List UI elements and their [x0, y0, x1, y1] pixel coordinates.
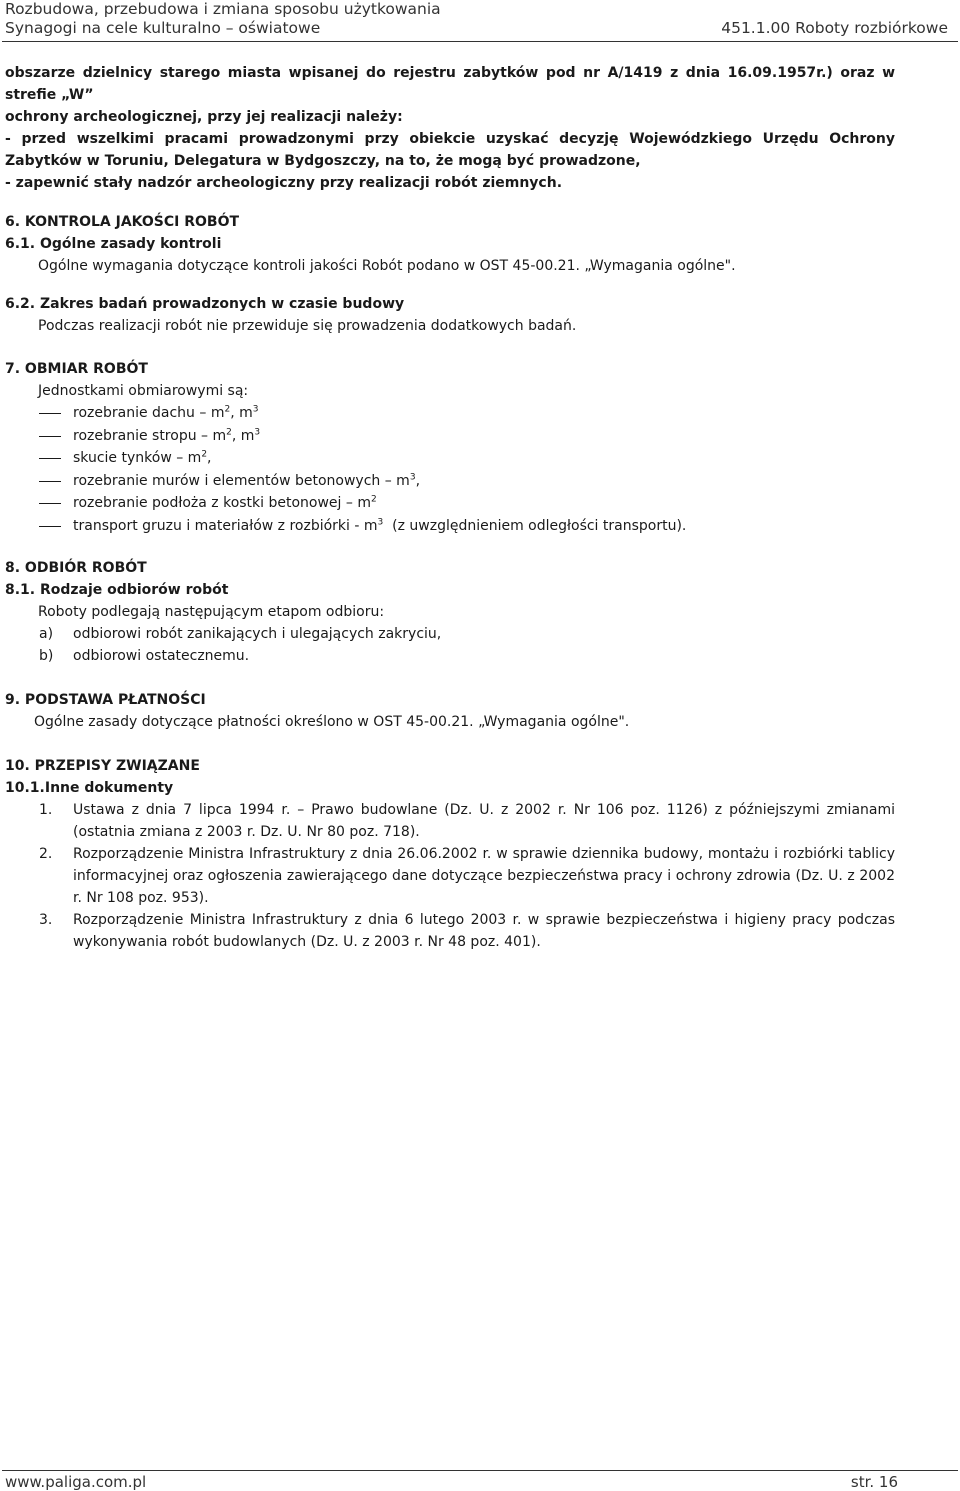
section-10-heading: 10. PRZEPISY ZWIĄZANE — [5, 758, 200, 774]
measurement-unit-item — [5, 425, 895, 448]
measurement-unit-item — [5, 402, 895, 425]
measurement-unit-text-cont: , m — [230, 405, 253, 421]
footer-divider — [2, 1470, 958, 1471]
document-body — [5, 62, 895, 953]
dash-bullet — [39, 481, 61, 482]
unit-exponent: 2 — [201, 449, 208, 460]
intro-line-4: - zapewnić stały nadzór archeologiczny przy realizacji robót ziemnych. — [5, 175, 563, 191]
section-9-heading: 9. PODSTAWA PŁATNOŚCI — [5, 692, 206, 708]
measurement-unit-text: skucie tynków – m — [73, 450, 202, 466]
page-header — [0, 0, 960, 42]
acceptance-stages-list — [5, 623, 895, 667]
related-document-text: Rozporządzenie Ministra Infrastruktury z dnia 26.06.2002 r. w sprawie dziennika budowy, montażu i rozbiórki tablicy informacyjnej oraz ogłoszenia zawierającego dane dotyczące bezpieczeństwa pracy i ochrony zdrowia (Dz. U. z 2002 r. Nr 108 poz. 953). — [73, 846, 895, 906]
acceptance-stage-item — [5, 645, 895, 667]
list-number: 3. — [39, 912, 53, 928]
section-8-heading: 8. ODBIÓR ROBÓT — [5, 560, 147, 576]
measurement-unit-item — [5, 447, 895, 470]
dash-bullet — [39, 503, 61, 504]
section-7-intro: Jednostkami obmiarowymi są: — [38, 383, 249, 399]
measurement-unit-text: rozebranie dachu – m — [73, 405, 225, 421]
section-9-text: Ogólne zasady dotyczące płatności określono w OST 45-00.21. „Wymagania ogólne". — [34, 714, 630, 730]
measurement-unit-item — [5, 515, 895, 538]
related-document-text: Ustawa z dnia 7 lipca 1994 r. – Prawo budowlane (Dz. U. z 2002 r. Nr 106 poz. 1126) z późniejszymi zmianami (ostatnia zmiana z 2003 r. Dz. U. Nr 80 poz. 718). — [73, 802, 895, 840]
intro-line-3: - przed wszelkimi pracami prowadzonymi przy obiekcie uzyskać decyzję Wojewódzkiego Urzędu Ochrony Zabytków w Toruniu, Delegatura w Bydgoszczy, na to, że mogą być prowadzone, — [5, 131, 895, 169]
measurement-unit-text-cont: , — [415, 472, 421, 489]
intro-line-1: obszarze dzielnicy starego miasta wpisanej do rejestru zabytków pod nr A/1419 z dnia 16.09.1957r.) oraz w strefie „W” — [5, 65, 895, 103]
dash-bullet — [39, 413, 61, 414]
header-project-subtitle: Synagogi na cele kulturalno – oświatowe — [5, 19, 321, 37]
list-label: a) — [39, 626, 54, 642]
unit-exponent: 3 — [409, 471, 416, 482]
page-footer — [0, 1470, 960, 1491]
section-10-1-heading: 10.1.Inne dokumenty — [5, 780, 174, 796]
acceptance-stage-text: odbiorowi robót zanikających i ulegających zakryciu, — [73, 626, 442, 642]
section-6-2-heading: 6.2. Zakres badań prowadzonych w czasie budowy — [5, 296, 405, 312]
related-documents-list — [5, 799, 895, 953]
section-6-2-text: Podczas realizacji robót nie przewiduje się prowadzenia dodatkowych badań. — [38, 318, 577, 334]
header-section-code: 451.1.00 Roboty rozbiórkowe — [721, 19, 948, 37]
related-document-text: Rozporządzenie Ministra Infrastruktury z dnia 6 lutego 2003 r. w sprawie bezpieczeństwa i higieny pracy podczas wykonywania robót budowlanych (Dz. U. z 2003 r. Nr 48 poz. 401). — [73, 912, 895, 950]
section-6-1-heading: 6.1. Ogólne zasady kontroli — [5, 236, 222, 252]
intro-line-2: ochrony archeologicznej, przy jej realizacji należy: — [5, 109, 403, 125]
unit-exponent: 2 — [226, 426, 232, 437]
acceptance-stage-text: odbiorowi ostatecznemu. — [73, 648, 250, 664]
measurement-unit-item — [5, 470, 895, 493]
unit-exponent: 3 — [254, 426, 261, 437]
dash-bullet — [39, 526, 61, 527]
related-document-item — [5, 909, 895, 953]
measurement-unit-text: rozebranie podłoża z kostki betonowej – m — [73, 495, 371, 511]
related-document-item — [5, 799, 895, 843]
header-divider — [2, 41, 958, 42]
related-document-item — [5, 843, 895, 909]
measurement-unit-item — [5, 492, 895, 515]
acceptance-stage-item — [5, 623, 895, 645]
footer-page-number: str. 16 — [850, 1473, 898, 1491]
measurement-unit-text-cont: , m — [231, 427, 255, 444]
unit-exponent: 3 — [377, 516, 384, 527]
measurement-unit-text: transport gruzu i materiałów z rozbiórki - m — [73, 517, 378, 534]
measurement-unit-text: rozebranie murów i elementów betonowych – m — [73, 472, 410, 489]
footer-website: www.paliga.com.pl — [5, 1473, 147, 1491]
measurement-unit-text: rozebranie stropu – m — [73, 427, 227, 444]
measurement-unit-text-cont: , — [207, 450, 212, 466]
list-number: 2. — [39, 846, 53, 862]
section-6-heading: 6. KONTROLA JAKOŚCI ROBÓT — [5, 214, 240, 230]
dash-bullet — [39, 458, 61, 459]
section-6-1-text: Ogólne wymagania dotyczące kontroli jakości Robót podano w OST 45-00.21. „Wymagania ogólne". — [38, 258, 736, 274]
measurement-units-list — [5, 402, 895, 537]
section-7-heading: 7. OBMIAR ROBÓT — [5, 361, 148, 377]
unit-exponent: 2 — [370, 494, 377, 505]
list-label: b) — [39, 648, 54, 664]
unit-exponent: 3 — [252, 404, 259, 415]
dash-bullet — [39, 436, 61, 437]
measurement-unit-text-cont: (z uwzględnieniem odległości transportu). — [383, 517, 687, 534]
section-8-1-heading: 8.1. Rodzaje odbiorów robót — [5, 582, 229, 598]
unit-exponent: 2 — [224, 404, 231, 415]
header-project-title: Rozbudowa, przebudowa i zmiana sposobu użytkowania — [5, 0, 441, 18]
list-number: 1. — [39, 802, 53, 818]
section-8-1-intro: Roboty podlegają następującym etapom odbioru: — [38, 604, 385, 620]
